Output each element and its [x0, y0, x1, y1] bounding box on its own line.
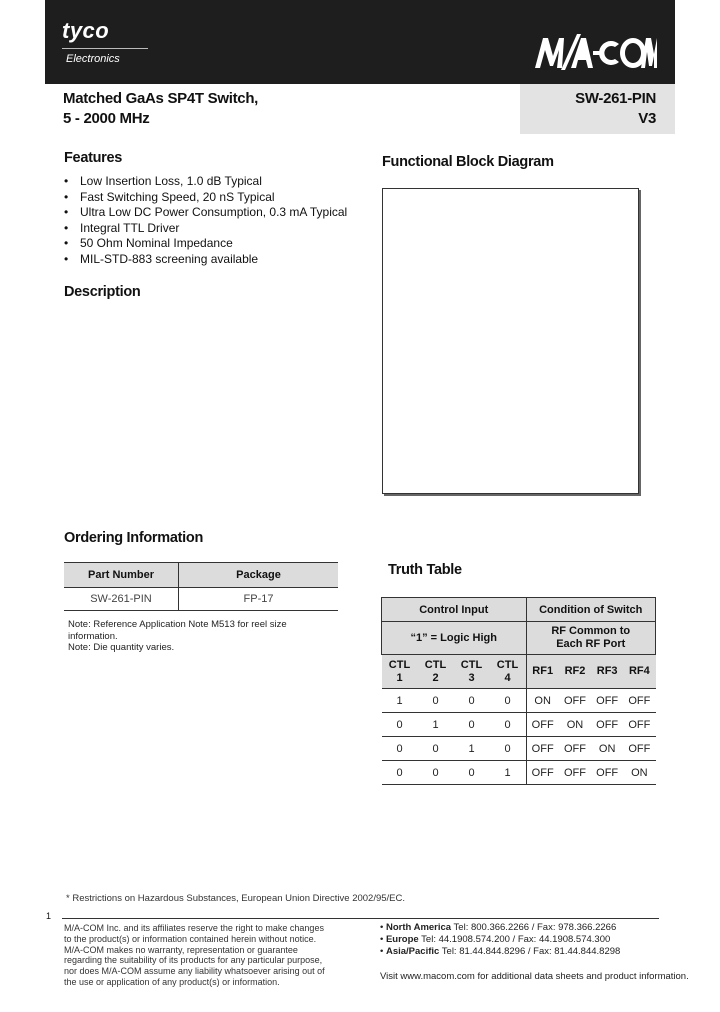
cell: 1	[382, 689, 418, 713]
list-item: • Low Insertion Loss, 1.0 dB Typical	[64, 174, 262, 188]
list-item: • Ultra Low DC Power Consumption, 0.3 mA Typical	[64, 205, 348, 220]
cell: OFF	[623, 689, 655, 713]
cell: 0	[490, 689, 527, 713]
cell: OFF	[526, 737, 559, 761]
cell: ON	[526, 689, 559, 713]
cell: ON	[591, 737, 623, 761]
condition-header: Condition of Switch	[526, 598, 656, 622]
macom-logo	[533, 32, 657, 72]
cell: 0	[418, 737, 454, 761]
contact-europe: • Europe Tel: 44.1908.574.200 / Fax: 44.1908.574.300	[380, 934, 611, 945]
column-header-ctl4: CTL 4	[490, 655, 527, 689]
cell: OFF	[526, 761, 559, 785]
cell: 0	[418, 689, 454, 713]
features-heading: Features	[64, 150, 123, 166]
cell: 0	[454, 689, 490, 713]
cell: OFF	[591, 713, 623, 737]
list-item: • 50 Ohm Nominal Impedance	[64, 236, 233, 251]
cell: 0	[382, 737, 418, 761]
page-number: 1	[46, 911, 52, 921]
cell: ON	[559, 713, 591, 737]
column-header-ctl1: CTL 1	[382, 655, 418, 689]
column-header-rf3: RF3	[591, 655, 623, 689]
block-diagram-frame	[382, 188, 639, 494]
electronics-text: Electronics	[66, 53, 120, 65]
cell: OFF	[591, 761, 623, 785]
table-row	[382, 713, 656, 737]
cell: 1	[418, 713, 454, 737]
cell: 1	[454, 737, 490, 761]
cell: 0	[454, 713, 490, 737]
cell: OFF	[591, 689, 623, 713]
cell-part-number: SW-261-PIN	[64, 588, 179, 611]
cell: OFF	[526, 713, 559, 737]
website-note: Visit www.macom.com for additional data sheets and product information.	[380, 971, 689, 982]
logic-high-note: “1” = Logic High	[382, 622, 527, 655]
tyco-logo-text: tyco	[62, 18, 110, 43]
cell-package: FP-17	[179, 588, 339, 611]
table-row	[382, 761, 656, 785]
column-header-package: Package	[179, 563, 339, 588]
note: Note: Die quantity varies.	[68, 642, 175, 653]
cell: ON	[623, 761, 655, 785]
cell: OFF	[559, 689, 591, 713]
list-item: • Integral TTL Driver	[64, 220, 180, 235]
column-header-rf4: RF4	[623, 655, 655, 689]
column-header-rf2: RF2	[559, 655, 591, 689]
contact-north-america: • North America Tel: 800.366.2266 / Fax: 978.366.2266	[380, 922, 617, 933]
table-row	[382, 737, 656, 761]
cell: OFF	[559, 737, 591, 761]
ordering-table	[64, 562, 338, 611]
product-frequency: 5 - 2000 MHz	[63, 110, 150, 127]
description-heading: Description	[64, 284, 141, 300]
rohs-note: * Restrictions on Hazardous Substances, European Union Directive 2002/95/EC.	[66, 893, 406, 904]
table-row	[382, 689, 656, 713]
table-row	[64, 588, 338, 611]
cell: 0	[490, 713, 527, 737]
column-header-ctl3: CTL 3	[454, 655, 490, 689]
cell: 0	[382, 761, 418, 785]
cell: 0	[490, 737, 527, 761]
column-header-rf1: RF1	[526, 655, 559, 689]
part-number: SW-261-PIN	[575, 90, 656, 107]
cell: 1	[490, 761, 527, 785]
truth-table	[381, 597, 656, 785]
ordering-heading: Ordering Information	[64, 530, 204, 546]
control-input-header: Control Input	[382, 598, 527, 622]
footer-divider	[62, 918, 659, 919]
version: V3	[638, 110, 656, 127]
list-item: • Fast Switching Speed, 20 nS Typical	[64, 189, 275, 204]
truth-table-heading: Truth Table	[388, 562, 462, 578]
cell: OFF	[559, 761, 591, 785]
rf-common-note: RF Common to Each RF Port	[526, 622, 656, 655]
list-item: • MIL-STD-883 screening available	[64, 251, 259, 266]
cell: 0	[418, 761, 454, 785]
ordering-notes	[68, 619, 308, 654]
features-list	[64, 174, 347, 268]
column-header-part-number: Part Number	[64, 563, 179, 588]
logo-divider	[62, 48, 148, 49]
column-header-ctl2: CTL 2	[418, 655, 454, 689]
contact-asia-pacific: • Asia/Pacific Tel: 81.44.844.8296 / Fax: 81.44.844.8298	[380, 946, 621, 957]
disclaimer: M/A-COM Inc. and its affiliates reserve the right to make changes to the product(s) or information contained herein without notice. M/A-COM makes no warranty, representation or guarantee regarding the suitability of its products for any particular purpose, nor does M/A-COM assume any liability whatsoever arising out of the use or application of any product(s) or information.	[64, 923, 325, 987]
cell: OFF	[623, 737, 655, 761]
block-diagram-heading: Functional Block Diagram	[382, 154, 554, 170]
note: Note: Reference Application Note M513 for reel size information.	[68, 619, 287, 642]
cell: OFF	[623, 713, 655, 737]
cell: 0	[382, 713, 418, 737]
contact-list	[380, 922, 620, 958]
cell: 0	[454, 761, 490, 785]
product-title: Matched GaAs SP4T Switch,	[63, 90, 259, 107]
